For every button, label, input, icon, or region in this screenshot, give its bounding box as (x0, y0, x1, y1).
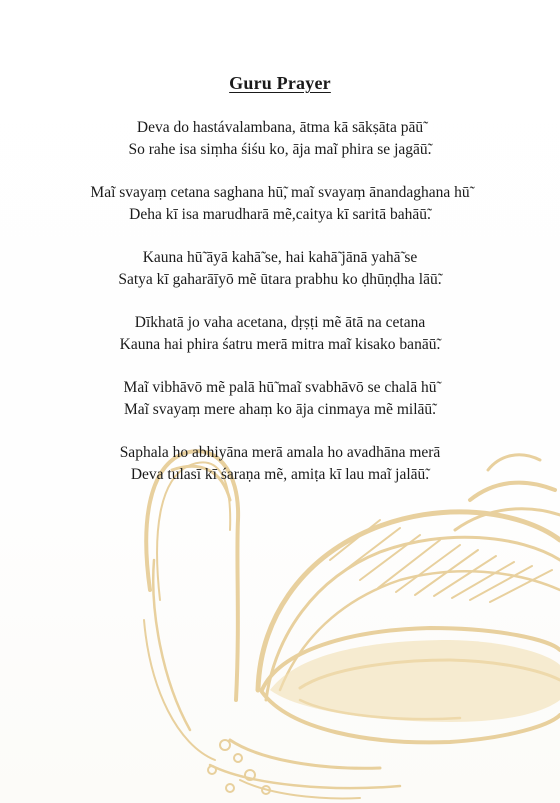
stanza (0, 247, 560, 291)
verse-line: Kauna hai phira śatru merā mitra maĩ kisako banāū̃. (119, 336, 441, 353)
page-title: Guru Prayer (229, 73, 331, 93)
verse-line: Kauna hū̃ āyā kahā̃ se, hai kahā̃ jānā yahā̃ se (142, 249, 418, 266)
verse-line: Maĩ vibhāvō mẽ palā hū̃ maĩ svabhāvō se chalā hū̃ (123, 379, 437, 396)
verse-line: Dīkhatā jo vaha acetana, dṛṣṭi mẽ ātā na cetana (134, 314, 426, 331)
stanza (0, 182, 560, 226)
verse-line: Deva do hastávalambana, ātma kā sākṣāta pāū̃ (136, 119, 424, 136)
stanza (0, 442, 560, 486)
verse-line: Satya kī gaharāīyō mẽ ūtara prabhu ko ḍhūṇḍha lāū̃. (118, 271, 442, 288)
verse-line: Maĩ svayaṃ cetana saghana hū̃, maĩ svayaṃ ānandaghana hū̃ (90, 184, 470, 201)
verse-line: Maĩ svayaṃ mere ahaṃ ko āja cinmaya mẽ milāū̃. (123, 401, 437, 418)
verse-line: Deha kī isa marudharā mẽ,caitya kī saritā bahāū̃. (129, 206, 431, 223)
verse-line: Saphala ho abhiyāna merā amala ho avadhāna merā (119, 444, 441, 461)
stanza (0, 117, 560, 161)
stanza (0, 377, 560, 421)
verse-line: So rahe isa siṃha śiśu ko, āja maĩ phira se jagāū̃. (128, 141, 432, 158)
poem (0, 117, 560, 507)
stanza (0, 312, 560, 356)
verse-line: Deva tulasī kī śaraṇa mẽ, amiṭa kī lau maĩ jalāū̃. (130, 466, 430, 483)
